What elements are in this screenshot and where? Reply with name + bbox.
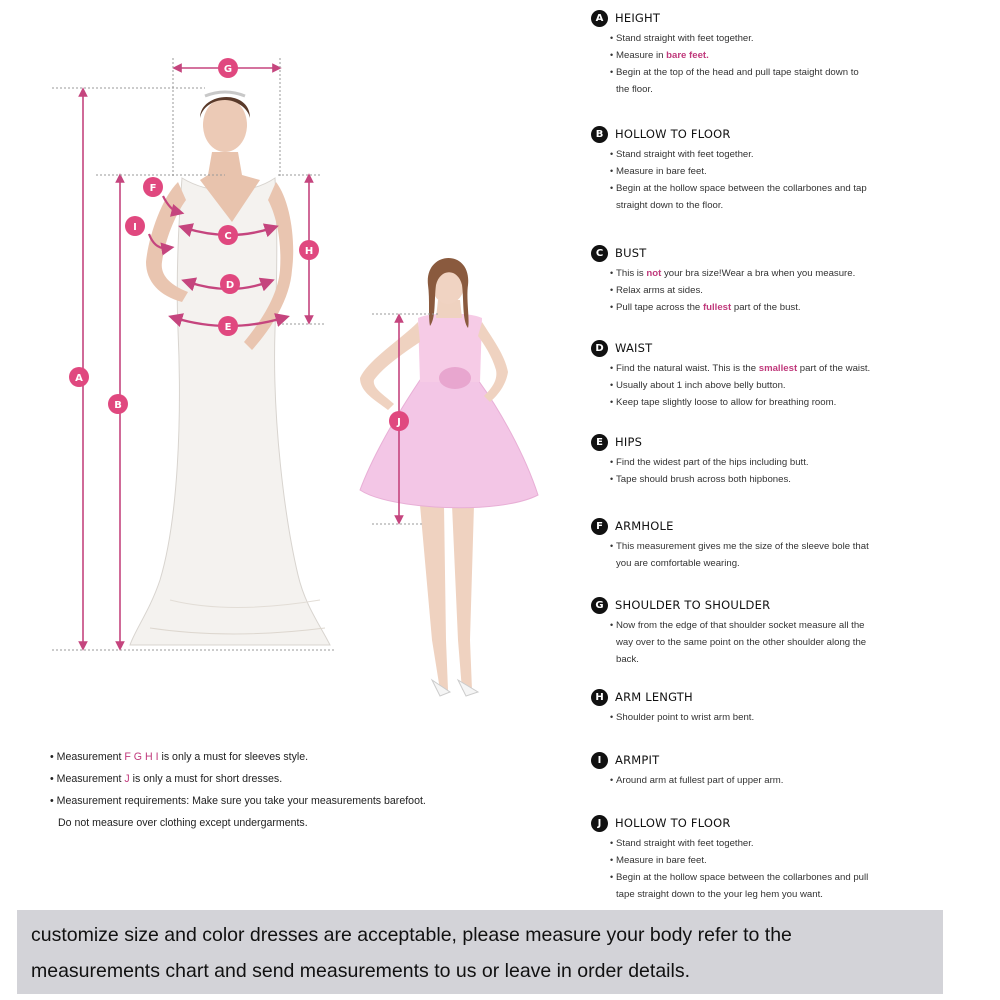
instruction-list	[616, 709, 992, 726]
instruction-text: Around arm at fullest part of upper arm.	[616, 775, 784, 786]
instruction-text: This measurement gives me the size of the sleeve bole that	[616, 541, 869, 552]
letter-badge: G	[591, 597, 608, 614]
section-title: HOLLOW TO FLOOR	[615, 127, 731, 141]
instruction-text: Pull tape across the	[616, 302, 703, 313]
instruction-text: Begin at the hollow space between the collarbones and tap	[616, 183, 867, 194]
instruction-list	[616, 617, 992, 668]
note-text: Measurement	[56, 751, 125, 763]
section-title: HIPS	[615, 435, 643, 449]
svg-text:B: B	[114, 400, 122, 411]
instruction-list	[616, 772, 992, 789]
marker-h	[299, 240, 319, 260]
highlight-text: smallest	[758, 363, 798, 374]
marker-b	[108, 394, 128, 414]
note-undergarments	[50, 812, 570, 834]
marker-f	[143, 177, 163, 197]
note-sleeves: • Measurement F G H I is only a must for sleeves style.	[50, 751, 309, 763]
instruction-text: your bra size!Wear a bra when you measure.	[661, 268, 856, 279]
custom-order-banner	[17, 910, 943, 994]
section-header	[582, 8, 992, 28]
instruction-text: This is	[616, 268, 647, 279]
note-text: Measurement	[56, 773, 125, 785]
instruction-list	[616, 30, 992, 98]
marker-j	[389, 411, 409, 431]
instruction-line	[616, 471, 992, 488]
section-title: WAIST	[615, 341, 653, 355]
svg-text:J: J	[397, 417, 401, 428]
instruction-text: part of the bust.	[731, 302, 801, 313]
svg-text:G: G	[223, 64, 233, 75]
section-header	[582, 687, 992, 707]
marker-a	[69, 367, 89, 387]
instruction-text: Keep tape slightly loose to allow for breathing room.	[616, 397, 837, 408]
measurement-illustration	[0, 0, 580, 740]
instruction-line	[616, 146, 992, 163]
section-i	[582, 750, 992, 789]
highlight-text: fullest	[702, 302, 732, 313]
instruction-line	[616, 282, 992, 299]
svg-text:D: D	[225, 280, 235, 291]
instruction-line	[616, 454, 992, 471]
instruction-line	[616, 394, 992, 411]
section-c	[582, 243, 992, 316]
section-header	[582, 124, 992, 144]
instruction-line	[616, 634, 992, 651]
instruction-text: Measure in bare feet.	[616, 166, 707, 177]
section-title: HOLLOW TO FLOOR	[615, 816, 731, 830]
section-g	[582, 595, 992, 668]
section-header	[582, 750, 992, 770]
instruction-line	[616, 299, 992, 316]
section-title: HEIGHT	[615, 11, 661, 25]
note-requirements: • Measurement requirements: Make sure you take your measurements barefoot.	[50, 795, 426, 807]
letter-badge: I	[591, 752, 608, 769]
section-header	[582, 243, 992, 263]
svg-text:C: C	[224, 231, 232, 242]
marker-e	[218, 316, 238, 336]
instruction-line	[616, 180, 992, 197]
instruction-line	[616, 886, 992, 903]
marker-g	[218, 58, 238, 78]
svg-text:I: I	[133, 222, 137, 233]
section-f	[582, 516, 992, 572]
instruction-list	[616, 265, 992, 316]
instruction-line	[616, 835, 992, 852]
section-title: ARMHOLE	[615, 519, 674, 533]
figures-svg	[0, 0, 580, 740]
instruction-line	[616, 617, 992, 634]
section-header	[582, 595, 992, 615]
section-header	[582, 432, 992, 452]
instruction-line	[616, 30, 992, 47]
note-letters: F G H I	[124, 751, 159, 763]
instruction-text: way over to the same point on the other shoulder along the	[616, 637, 867, 648]
section-title: BUST	[615, 246, 647, 260]
letter-badge: D	[591, 340, 608, 357]
instruction-line	[616, 651, 992, 668]
instruction-text: straight down to the floor.	[616, 200, 724, 211]
section-title: ARMPIT	[615, 753, 660, 767]
letter-badge: B	[591, 126, 608, 143]
svg-text:E: E	[224, 322, 232, 333]
section-title: ARM LENGTH	[615, 690, 693, 704]
instruction-line	[616, 538, 992, 555]
note-text: Do not measure over clothing except undergarments.	[58, 817, 308, 829]
letter-badge: C	[591, 245, 608, 262]
letter-badge: F	[591, 518, 608, 535]
instruction-text: Stand straight with feet together.	[616, 33, 754, 44]
instruction-text: Measure in	[616, 50, 667, 61]
instruction-text: Begin at the top of the head and pull tape staight down to	[616, 67, 859, 78]
measurement-notes	[50, 746, 570, 834]
section-b	[582, 124, 992, 214]
instruction-line	[616, 360, 992, 377]
instruction-text: Find the natural waist. This is the	[616, 363, 759, 374]
letter-badge: H	[591, 689, 608, 706]
instruction-text: Find the widest part of the hips including butt.	[616, 457, 809, 468]
section-a	[582, 8, 992, 98]
note-text: is only a must for short dresses.	[129, 773, 283, 785]
note-short-dress: • Measurement J is only a must for short dresses.	[50, 773, 283, 785]
letter-badge: E	[591, 434, 608, 451]
instruction-text: Tape should brush across both hipbones.	[616, 474, 791, 485]
svg-text:A: A	[75, 373, 83, 384]
highlight-text: bare feet.	[666, 50, 709, 61]
instruction-line	[616, 709, 992, 726]
instruction-line	[616, 47, 992, 64]
svg-text:F: F	[149, 183, 157, 194]
note-letters: J	[124, 773, 130, 785]
marker-d	[220, 274, 240, 294]
instruction-text: Stand straight with feet together.	[616, 838, 754, 849]
instruction-text: part of the waist.	[797, 363, 871, 374]
instruction-line	[616, 64, 992, 81]
instruction-text: Begin at the hollow space between the collarbones and pull	[616, 872, 869, 883]
marker-i	[125, 216, 145, 236]
instruction-list	[616, 360, 992, 411]
instruction-text: the floor.	[616, 84, 653, 95]
section-h	[582, 687, 992, 726]
girl-figure	[360, 258, 538, 696]
instruction-line	[616, 81, 992, 98]
section-e	[582, 432, 992, 488]
section-header	[582, 516, 992, 536]
section-header	[582, 813, 992, 833]
instruction-text: Relax arms at sides.	[616, 285, 703, 296]
instruction-list	[616, 454, 992, 488]
instruction-line	[616, 265, 992, 282]
instruction-text: Now from the edge of that shoulder socket measure all the	[616, 620, 865, 631]
instruction-list	[616, 538, 992, 572]
section-title: SHOULDER TO SHOULDER	[615, 598, 771, 612]
letter-badge: J	[591, 815, 608, 832]
instruction-text: you are comfortable wearing.	[616, 558, 740, 569]
section-j	[582, 813, 992, 903]
instruction-text: Stand straight with feet together.	[616, 149, 754, 160]
section-d	[582, 338, 992, 411]
instruction-list	[616, 835, 992, 903]
svg-text:H: H	[304, 246, 314, 257]
note-text: is only a must for sleeves style.	[158, 751, 309, 763]
marker-c	[218, 225, 238, 245]
instruction-line	[616, 852, 992, 869]
instruction-line	[616, 555, 992, 572]
instruction-line	[616, 377, 992, 394]
banner-line-2: measurements chart and send measurements to us or leave in order details.	[31, 960, 691, 982]
section-header	[582, 338, 992, 358]
banner-line-1: customize size and color dresses are acceptable, please measure your body refer to the	[31, 924, 792, 946]
letter-badge: A	[591, 10, 608, 27]
instruction-text: Shoulder point to wrist arm bent.	[616, 712, 755, 723]
instruction-text: back.	[616, 654, 639, 665]
measurement-guide	[582, 0, 992, 900]
instruction-line	[616, 772, 992, 789]
highlight-text: not	[646, 268, 662, 279]
instruction-list	[616, 146, 992, 214]
instruction-text: Measure in bare feet.	[616, 855, 707, 866]
note-text: Measurement requirements: Make sure you take your measurements barefoot.	[56, 795, 426, 807]
instruction-text: Usually about 1 inch above belly button.	[616, 380, 786, 391]
instruction-line	[616, 869, 992, 886]
instruction-line	[616, 163, 992, 180]
instruction-text: tape straight down to the your leg hem you want.	[616, 889, 823, 900]
instruction-line	[616, 197, 992, 214]
